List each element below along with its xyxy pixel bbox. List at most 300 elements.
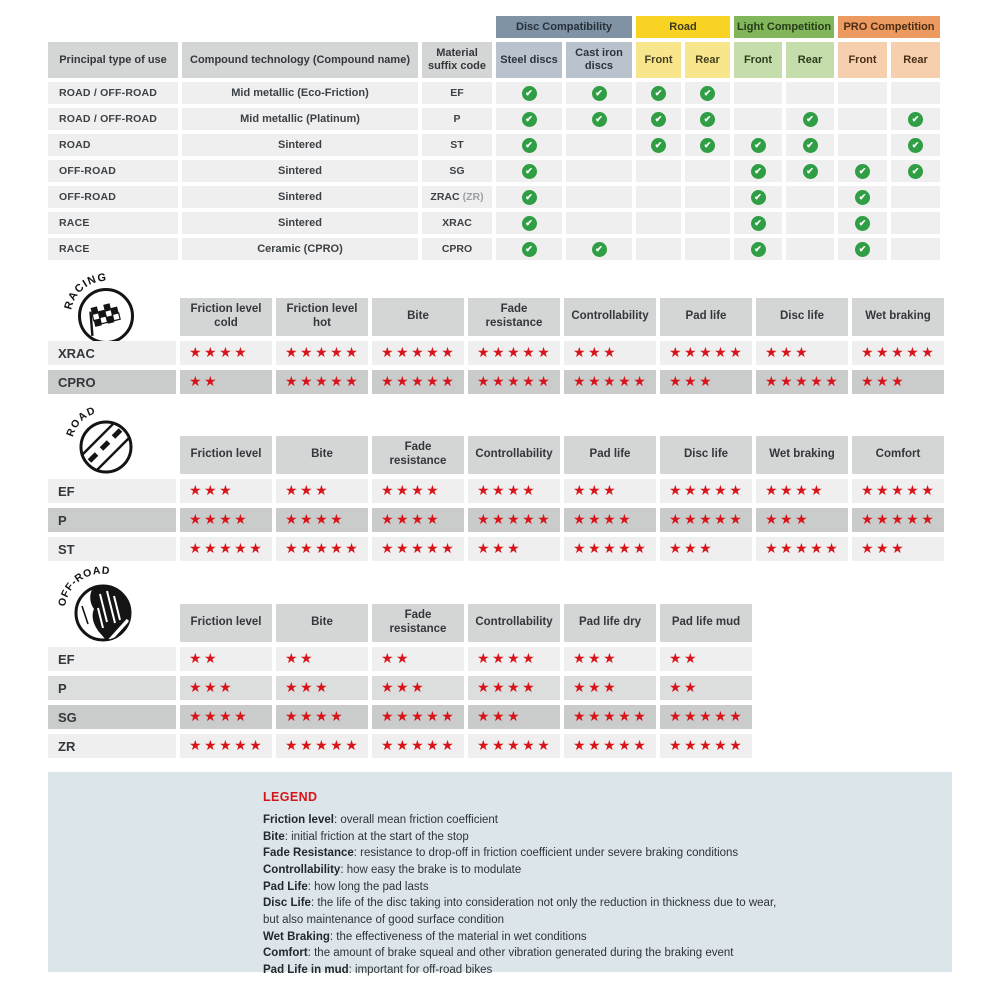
star-icons: ★★★★★ [573,541,649,557]
star-rating-cell [180,508,272,532]
star-rating-cell [276,537,368,561]
star-icons: ★★★★ [477,651,538,667]
compatibility-cell [891,238,940,260]
column-header: Front [636,42,681,78]
legend-item: Fade Resistance: resistance to drop-off in friction coefficient under severe braking conditions [263,847,739,860]
check-icon: ✔ [592,112,607,127]
star-icons: ★★★★★ [573,709,649,725]
column-header: Front [734,42,782,78]
suffix-code-cell: ZRAC (ZR) [422,186,492,208]
compatibility-cell [786,212,834,234]
compatibility-cell [734,108,782,130]
compatibility-cell [685,238,730,260]
legend-item: Bite: initial friction at the start of the stop [263,830,469,843]
compound-row-label: EF [48,479,176,503]
star-rating-cell [564,734,656,758]
star-rating-cell [852,341,944,365]
star-rating-cell [756,508,848,532]
rating-column-header: Bite [372,298,464,336]
check-icon: ✔ [855,216,870,231]
check-icon: ✔ [700,112,715,127]
rating-column-header: Fade resistance [372,604,464,642]
check-icon: ✔ [751,164,766,179]
star-rating-cell [756,537,848,561]
compound-row-label: ZR [48,734,176,758]
compatibility-cell [496,238,562,260]
check-icon: ✔ [700,86,715,101]
star-rating-cell [372,537,464,561]
check-icon: ✔ [522,86,537,101]
compatibility-cell [566,134,632,156]
compatibility-cell [891,134,940,156]
star-rating-cell [372,508,464,532]
star-icons: ★★ [669,651,700,667]
star-icons: ★★ [189,651,220,667]
compound-row-label: CPRO [48,370,176,394]
compatibility-cell [786,238,834,260]
star-icons: ★★★★★ [669,738,745,754]
star-rating-cell [372,370,464,394]
legend-item: Wet Braking: the effectiveness of the material in wet conditions [263,930,587,943]
suffix-code-cell: EF [422,82,492,104]
star-icons: ★★★★ [381,483,442,499]
star-rating-cell [660,647,752,671]
star-icons: ★★★ [669,374,715,390]
compatibility-cell [786,82,834,104]
star-rating-cell [276,479,368,503]
rating-column-header: Comfort [852,436,944,474]
star-icons: ★★★★★ [285,374,361,390]
star-rating-cell [276,647,368,671]
check-icon: ✔ [855,242,870,257]
compatibility-cell [838,134,887,156]
column-header: Front [838,42,887,78]
check-icon: ✔ [522,216,537,231]
star-rating-cell [756,370,848,394]
compatibility-cell [566,160,632,182]
compatibility-cell [636,238,681,260]
compatibility-cell [838,108,887,130]
compound-tech-cell: Sintered [182,160,418,182]
suffix-code-cell: SG [422,160,492,182]
use-type-cell: ROAD / OFF-ROAD [48,82,178,104]
star-icons: ★★★ [189,483,235,499]
star-icons: ★★★ [285,680,331,696]
road-ratings-table [48,436,944,561]
compatibility-cell [566,82,632,104]
star-rating-cell [564,537,656,561]
check-icon: ✔ [651,86,666,101]
star-icons: ★★★★ [381,512,442,528]
compound-tech-cell: Sintered [182,186,418,208]
star-icons: ★★★ [477,541,523,557]
star-icons: ★★★★★ [765,374,841,390]
check-icon: ✔ [651,138,666,153]
star-rating-cell [276,508,368,532]
use-type-cell: RACE [48,238,178,260]
compatibility-cell [734,160,782,182]
compatibility-cell [636,186,681,208]
star-rating-cell [660,370,752,394]
star-rating-cell [468,676,560,700]
star-rating-cell [564,647,656,671]
star-rating-cell [564,508,656,532]
star-rating-cell [660,676,752,700]
rating-column-header: Disc life [660,436,752,474]
check-icon: ✔ [522,242,537,257]
star-icons: ★★★★ [573,512,634,528]
rating-column-header: Pad life [564,436,656,474]
compatibility-cell [891,186,940,208]
star-rating-cell [180,370,272,394]
compatibility-cell [496,134,562,156]
star-icons: ★★★ [477,709,523,725]
check-icon: ✔ [651,112,666,127]
star-icons: ★★★ [765,512,811,528]
star-rating-cell [660,341,752,365]
group-header-light: Light Competition [734,16,834,38]
star-icons: ★★★ [189,680,235,696]
spacer [182,16,418,38]
star-rating-cell [468,647,560,671]
star-rating-cell [756,341,848,365]
column-header: Principal type of use [48,42,178,78]
star-rating-cell [852,370,944,394]
star-rating-cell [372,647,464,671]
compatibility-cell [685,108,730,130]
star-rating-cell [468,479,560,503]
offroad-ratings-table [48,604,752,758]
check-icon: ✔ [522,190,537,205]
star-rating-cell [372,479,464,503]
star-rating-cell [660,508,752,532]
spacer [48,16,178,38]
rating-column-header: Controllability [564,298,656,336]
star-rating-cell [180,734,272,758]
star-rating-cell [372,341,464,365]
star-icons: ★★★ [573,483,619,499]
star-icons: ★★★★★ [381,541,457,557]
compatibility-cell [734,134,782,156]
compatibility-cell [496,212,562,234]
compound-tech-cell: Sintered [182,134,418,156]
star-icons: ★★★★★ [765,541,841,557]
legend-term: Wet Braking [263,930,330,943]
use-type-cell: OFF-ROAD [48,160,178,182]
check-icon: ✔ [751,190,766,205]
star-icons: ★★★★ [285,512,346,528]
group-header-disc: Disc Compatibility [496,16,632,38]
rating-column-header: Fade resistance [372,436,464,474]
compatibility-cell [685,186,730,208]
check-icon: ✔ [700,138,715,153]
spacer [48,436,176,474]
compound-tech-cell: Mid metallic (Platinum) [182,108,418,130]
star-icons: ★★★★ [477,483,538,499]
compatibility-cell [734,238,782,260]
star-icons: ★★★ [573,345,619,361]
compatibility-cell [891,82,940,104]
compatibility-cell [636,212,681,234]
star-icons: ★★★★ [189,709,250,725]
spacer [48,298,176,336]
star-rating-cell [852,537,944,561]
star-rating-cell [276,734,368,758]
compatibility-cell [838,160,887,182]
star-icons: ★★★★★ [285,541,361,557]
star-rating-cell [468,341,560,365]
check-icon: ✔ [855,164,870,179]
compound-row-label: XRAC [48,341,176,365]
star-rating-cell [564,341,656,365]
star-icons: ★★★★★ [669,483,745,499]
rating-column-header: Bite [276,436,368,474]
star-icons: ★★★ [285,483,331,499]
compound-row-label: SG [48,705,176,729]
rating-column-header: Disc life [756,298,848,336]
spacer [48,604,176,642]
star-rating-cell [180,647,272,671]
compatibility-cell [891,212,940,234]
star-icons: ★★★★ [477,680,538,696]
column-header: Compound technology (Compound name) [182,42,418,78]
compatibility-cell [685,212,730,234]
star-icons: ★★★★★ [861,483,937,499]
compound-tech-cell: Mid metallic (Eco-Friction) [182,82,418,104]
suffix-code-cell: P [422,108,492,130]
rating-column-header: Friction level [180,436,272,474]
use-type-cell: RACE [48,212,178,234]
star-rating-cell [564,705,656,729]
group-header-pro: PRO Competition [838,16,940,38]
column-header: Cast iron discs [566,42,632,78]
star-icons: ★★★★★ [477,512,553,528]
rating-column-header: Controllability [468,604,560,642]
compatibility-cell [496,108,562,130]
star-rating-cell [564,479,656,503]
legend-item: Friction level: overall mean friction coefficient [263,814,498,826]
star-icons: ★★★ [573,651,619,667]
legend-title: LEGEND [263,790,318,804]
star-icons: ★★★ [669,541,715,557]
compatibility-cell [734,186,782,208]
star-rating-cell [660,479,752,503]
star-rating-cell [276,676,368,700]
compatibility-cell [685,82,730,104]
star-icons: ★★★★★ [477,738,553,754]
star-icons: ★★★★★ [477,374,553,390]
legend-items [263,812,932,979]
rating-column-header: Friction level cold [180,298,272,336]
use-type-cell: OFF-ROAD [48,186,178,208]
star-icons: ★★★ [381,680,427,696]
star-rating-cell [468,734,560,758]
check-icon: ✔ [908,112,923,127]
star-icons: ★★★ [765,345,811,361]
star-rating-cell [468,705,560,729]
compatibility-cell [636,134,681,156]
legend-content [48,772,952,979]
star-icons: ★★★★★ [573,374,649,390]
star-rating-cell [276,341,368,365]
check-icon: ✔ [803,164,818,179]
star-rating-cell [468,370,560,394]
check-icon: ✔ [855,190,870,205]
star-icons: ★★★ [573,680,619,696]
rating-column-header: Bite [276,604,368,642]
compatibility-cell [685,160,730,182]
compound-row-label: ST [48,537,176,561]
legend-item: but also maintenance of good surface condition [263,914,505,927]
star-rating-cell [660,734,752,758]
star-rating-cell [756,479,848,503]
star-icons: ★★ [285,651,316,667]
rating-column-header: Wet braking [756,436,848,474]
compatibility-cell [838,238,887,260]
compatibility-cell [496,82,562,104]
spacer [422,16,492,38]
compatibility-cell [496,160,562,182]
star-rating-cell [276,370,368,394]
star-icons: ★★★★★ [381,738,457,754]
legend-item: Controllability: how easy the brake is to modulate [263,864,522,877]
legend-term: Pad Life [263,880,308,893]
rating-column-header: Pad life [660,298,752,336]
star-icons: ★★ [381,651,412,667]
compatibility-cell [566,212,632,234]
use-type-cell: ROAD [48,134,178,156]
legend-term: Friction level [263,814,334,826]
compatibility-cell [786,134,834,156]
offroad-badge-label: OFF-ROAD [56,564,111,608]
star-icons: ★★★ [861,541,907,557]
legend-panel [48,772,952,977]
star-icons: ★★ [669,680,700,696]
compatibility-cell [786,160,834,182]
star-rating-cell [180,537,272,561]
star-rating-cell [564,370,656,394]
compatibility-cell [636,82,681,104]
legend-item: Pad Life: how long the pad lasts [263,880,429,893]
compound-row-label: P [48,676,176,700]
star-icons: ★★★ [861,374,907,390]
star-rating-cell [468,537,560,561]
star-rating-cell [180,341,272,365]
star-icons: ★★★★★ [861,512,937,528]
compatibility-cell [566,108,632,130]
column-header: Material suffix code [422,42,492,78]
compatibility-cell [566,186,632,208]
racing-ratings-table [48,298,944,394]
star-icons: ★★★★★ [381,709,457,725]
compatibility-cell [734,82,782,104]
check-icon: ✔ [592,242,607,257]
compatibility-cell [838,186,887,208]
star-icons: ★★★★★ [669,345,745,361]
check-icon: ✔ [803,112,818,127]
suffix-note: (ZR) [462,191,484,203]
legend-item: Disc Life: the life of the disc taking into consideration not only the reduction in thickness due to wear, [263,897,777,910]
star-icons: ★★★★ [765,483,826,499]
check-icon: ✔ [751,242,766,257]
column-header: Rear [891,42,940,78]
star-icons: ★★★★★ [861,345,937,361]
compound-tech-cell: Ceramic (CPRO) [182,238,418,260]
check-icon: ✔ [522,138,537,153]
star-icons: ★★★★ [285,709,346,725]
star-rating-cell [372,676,464,700]
suffix-code-cell: CPRO [422,238,492,260]
star-icons: ★★★★★ [669,709,745,725]
check-icon: ✔ [751,138,766,153]
star-rating-cell [564,676,656,700]
rating-column-header: Friction level [180,604,272,642]
compatibility-cell [786,108,834,130]
compound-row-label: P [48,508,176,532]
star-rating-cell [180,676,272,700]
check-icon: ✔ [908,138,923,153]
star-rating-cell [852,479,944,503]
rating-column-header: Friction level hot [276,298,368,336]
legend-term: Disc Life [263,897,311,910]
star-icons: ★★★★★ [669,512,745,528]
star-rating-cell [852,508,944,532]
star-icons: ★★★★★ [285,738,361,754]
legend-term: Comfort [263,947,308,960]
compatibility-cell [734,212,782,234]
star-rating-cell [660,705,752,729]
column-header: Rear [685,42,730,78]
check-icon: ✔ [522,164,537,179]
group-header-road: Road [636,16,730,38]
use-type-cell: ROAD / OFF-ROAD [48,108,178,130]
compound-row-label: EF [48,647,176,671]
compound-tech-cell: Sintered [182,212,418,234]
racing-badge-label: RACING [62,271,108,312]
compatibility-cell [891,108,940,130]
suffix-code-cell: ST [422,134,492,156]
suffix-code-cell: XRAC [422,212,492,234]
compatibility-cell [496,186,562,208]
check-icon: ✔ [803,138,818,153]
star-icons: ★★★★ [189,345,250,361]
star-icons: ★★★★★ [189,738,265,754]
star-icons: ★★★★★ [573,738,649,754]
compatibility-cell [685,134,730,156]
compatibility-cell [838,212,887,234]
check-icon: ✔ [522,112,537,127]
rating-column-header: Controllability [468,436,560,474]
check-icon: ✔ [592,86,607,101]
legend-term: Fade Resistance [263,847,354,860]
star-icons: ★★★★★ [189,541,265,557]
rating-column-header: Wet braking [852,298,944,336]
star-icons: ★★★★ [189,512,250,528]
star-rating-cell [180,705,272,729]
legend-term: Bite [263,830,285,843]
legend-term: Controllability [263,864,341,877]
compatibility-cell [838,82,887,104]
star-icons: ★★★★★ [381,345,457,361]
check-icon: ✔ [908,164,923,179]
legend-item: Comfort: the amount of brake squeal and other vibration generated during the braking event [263,947,734,960]
star-icons: ★★★★★ [477,345,553,361]
legend-item: Pad Life in mud: important for off-road bikes [263,964,493,977]
star-rating-cell [372,705,464,729]
rating-column-header: Fade resistance [468,298,560,336]
compatibility-table [48,16,940,260]
check-icon: ✔ [751,216,766,231]
